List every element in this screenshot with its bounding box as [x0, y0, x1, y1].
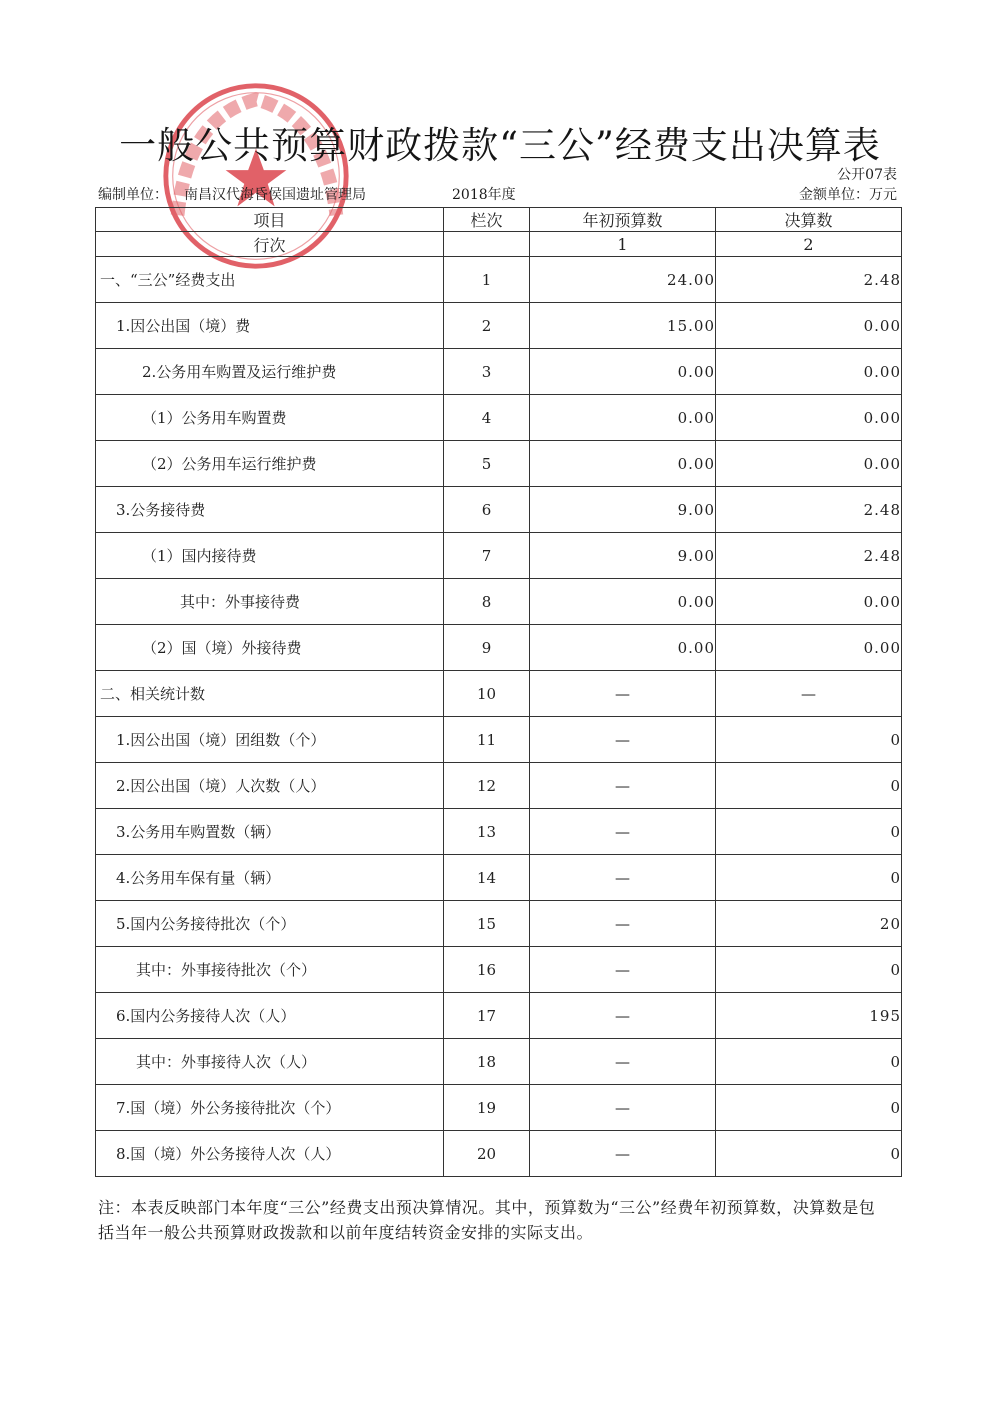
table-row: [96, 717, 902, 763]
row-final: 0.00: [716, 395, 902, 441]
row-seq: 4: [444, 395, 530, 441]
table-row: [96, 1131, 902, 1177]
row-final: 0: [716, 855, 902, 901]
header-index-row: [96, 232, 902, 257]
header-row: [96, 208, 902, 232]
row-item: 6.国内公务接待人次（人）: [96, 993, 444, 1039]
row-budget: 0.00: [530, 395, 716, 441]
footnote: 注：本表反映部门本年度“三公”经费支出预决算情况。其中，预算数为“三公”经费年初预算数，决算数是包括当年一般公共预算财政拨款和以前年度结转资金安排的实际支出。: [98, 1198, 876, 1242]
row-item: 8.国（境）外公务接待人次（人）: [96, 1131, 444, 1177]
row-seq: 14: [444, 855, 530, 901]
table-code: 公开07表: [837, 167, 897, 183]
table-row: [96, 1085, 902, 1131]
row-seq: 19: [444, 1085, 530, 1131]
row-budget: —: [530, 1085, 716, 1131]
table-row: [96, 671, 902, 717]
row-seq: 2: [444, 303, 530, 349]
row-item: 4.公务用车保有量（辆）: [96, 855, 444, 901]
row-item: （1）公务用车购置费: [96, 395, 444, 441]
row-seq: 9: [444, 625, 530, 671]
row-item: （2）国（境）外接待费: [96, 625, 444, 671]
row-item: 其中：外事接待人次（人）: [96, 1039, 444, 1085]
header-col2: 2: [716, 232, 902, 257]
header-empty: [444, 232, 530, 257]
table-row: [96, 855, 902, 901]
table-row: [96, 257, 902, 303]
row-seq: 17: [444, 993, 530, 1039]
row-final: 0: [716, 1085, 902, 1131]
row-seq: 18: [444, 1039, 530, 1085]
row-final: 20: [716, 901, 902, 947]
table-row: [96, 487, 902, 533]
row-item: 二、相关统计数: [96, 671, 444, 717]
row-item: 1.因公出国（境）费: [96, 303, 444, 349]
page-title: 一般公共预算财政拨款“三公”经费支出决算表: [119, 124, 881, 167]
row-final: 0.00: [716, 579, 902, 625]
table-row: [96, 395, 902, 441]
row-budget: —: [530, 809, 716, 855]
amount-unit: 金额单位：万元: [799, 187, 897, 203]
header-final: 决算数: [716, 208, 902, 232]
row-seq: 16: [444, 947, 530, 993]
unit-label: 编制单位：: [98, 187, 168, 203]
expense-table: [95, 207, 902, 1177]
table-row: [96, 1039, 902, 1085]
table-row: [96, 533, 902, 579]
table-row: [96, 947, 902, 993]
row-budget: —: [530, 671, 716, 717]
table-row: [96, 349, 902, 395]
row-item: 3.公务用车购置数（辆）: [96, 809, 444, 855]
table-row: [96, 809, 902, 855]
row-final: 0.00: [716, 303, 902, 349]
row-item: （1）国内接待费: [96, 533, 444, 579]
row-item: 一、“三公”经费支出: [96, 257, 444, 303]
row-final: 2.48: [716, 533, 902, 579]
row-seq: 20: [444, 1131, 530, 1177]
table-row: [96, 303, 902, 349]
row-budget: —: [530, 1039, 716, 1085]
row-budget: 0.00: [530, 579, 716, 625]
row-final: —: [716, 671, 902, 717]
row-final: 195: [716, 993, 902, 1039]
row-budget: 15.00: [530, 303, 716, 349]
row-final: 0.00: [716, 441, 902, 487]
row-final: 0: [716, 1131, 902, 1177]
row-final: 0.00: [716, 625, 902, 671]
row-final: 0: [716, 947, 902, 993]
row-final: 2.48: [716, 487, 902, 533]
row-budget: —: [530, 717, 716, 763]
row-seq: 7: [444, 533, 530, 579]
header-budget: 年初预算数: [530, 208, 716, 232]
row-budget: 0.00: [530, 441, 716, 487]
row-budget: —: [530, 855, 716, 901]
row-item: 5.国内公务接待批次（个）: [96, 901, 444, 947]
header-seq: 栏次: [444, 208, 530, 232]
row-seq: 8: [444, 579, 530, 625]
header-row-label: 行次: [96, 232, 444, 257]
row-budget: 9.00: [530, 487, 716, 533]
row-final: 0: [716, 1039, 902, 1085]
table-row: [96, 579, 902, 625]
row-item: 2.因公出国（境）人次数（人）: [96, 763, 444, 809]
table-row: [96, 625, 902, 671]
row-budget: —: [530, 947, 716, 993]
row-seq: 12: [444, 763, 530, 809]
table-row: [96, 441, 902, 487]
row-item: 7.国（境）外公务接待批次（个）: [96, 1085, 444, 1131]
row-seq: 13: [444, 809, 530, 855]
row-budget: —: [530, 993, 716, 1039]
row-final: 0: [716, 809, 902, 855]
row-budget: 0.00: [530, 625, 716, 671]
row-item: 3.公务接待费: [96, 487, 444, 533]
row-final: 0: [716, 763, 902, 809]
fiscal-year: 2018年度: [452, 187, 516, 203]
table-row: [96, 763, 902, 809]
row-seq: 3: [444, 349, 530, 395]
row-item: 其中：外事接待批次（个）: [96, 947, 444, 993]
row-item: 1.因公出国（境）团组数（个）: [96, 717, 444, 763]
row-budget: 9.00: [530, 533, 716, 579]
table-row: [96, 993, 902, 1039]
table-row: [96, 901, 902, 947]
unit-name: 南昌汉代海昏侯国遗址管理局: [184, 187, 366, 203]
row-seq: 5: [444, 441, 530, 487]
row-final: 0: [716, 717, 902, 763]
row-seq: 11: [444, 717, 530, 763]
header-col1: 1: [530, 232, 716, 257]
row-budget: 24.00: [530, 257, 716, 303]
row-seq: 1: [444, 257, 530, 303]
row-item: （2）公务用车运行维护费: [96, 441, 444, 487]
row-seq: 6: [444, 487, 530, 533]
row-final: 2.48: [716, 257, 902, 303]
row-budget: —: [530, 901, 716, 947]
row-seq: 15: [444, 901, 530, 947]
row-seq: 10: [444, 671, 530, 717]
row-budget: 0.00: [530, 349, 716, 395]
row-final: 0.00: [716, 349, 902, 395]
row-budget: —: [530, 763, 716, 809]
row-item: 其中：外事接待费: [96, 579, 444, 625]
row-item: 2.公务用车购置及运行维护费: [96, 349, 444, 395]
row-budget: —: [530, 1131, 716, 1177]
header-item: 项目: [96, 208, 444, 232]
